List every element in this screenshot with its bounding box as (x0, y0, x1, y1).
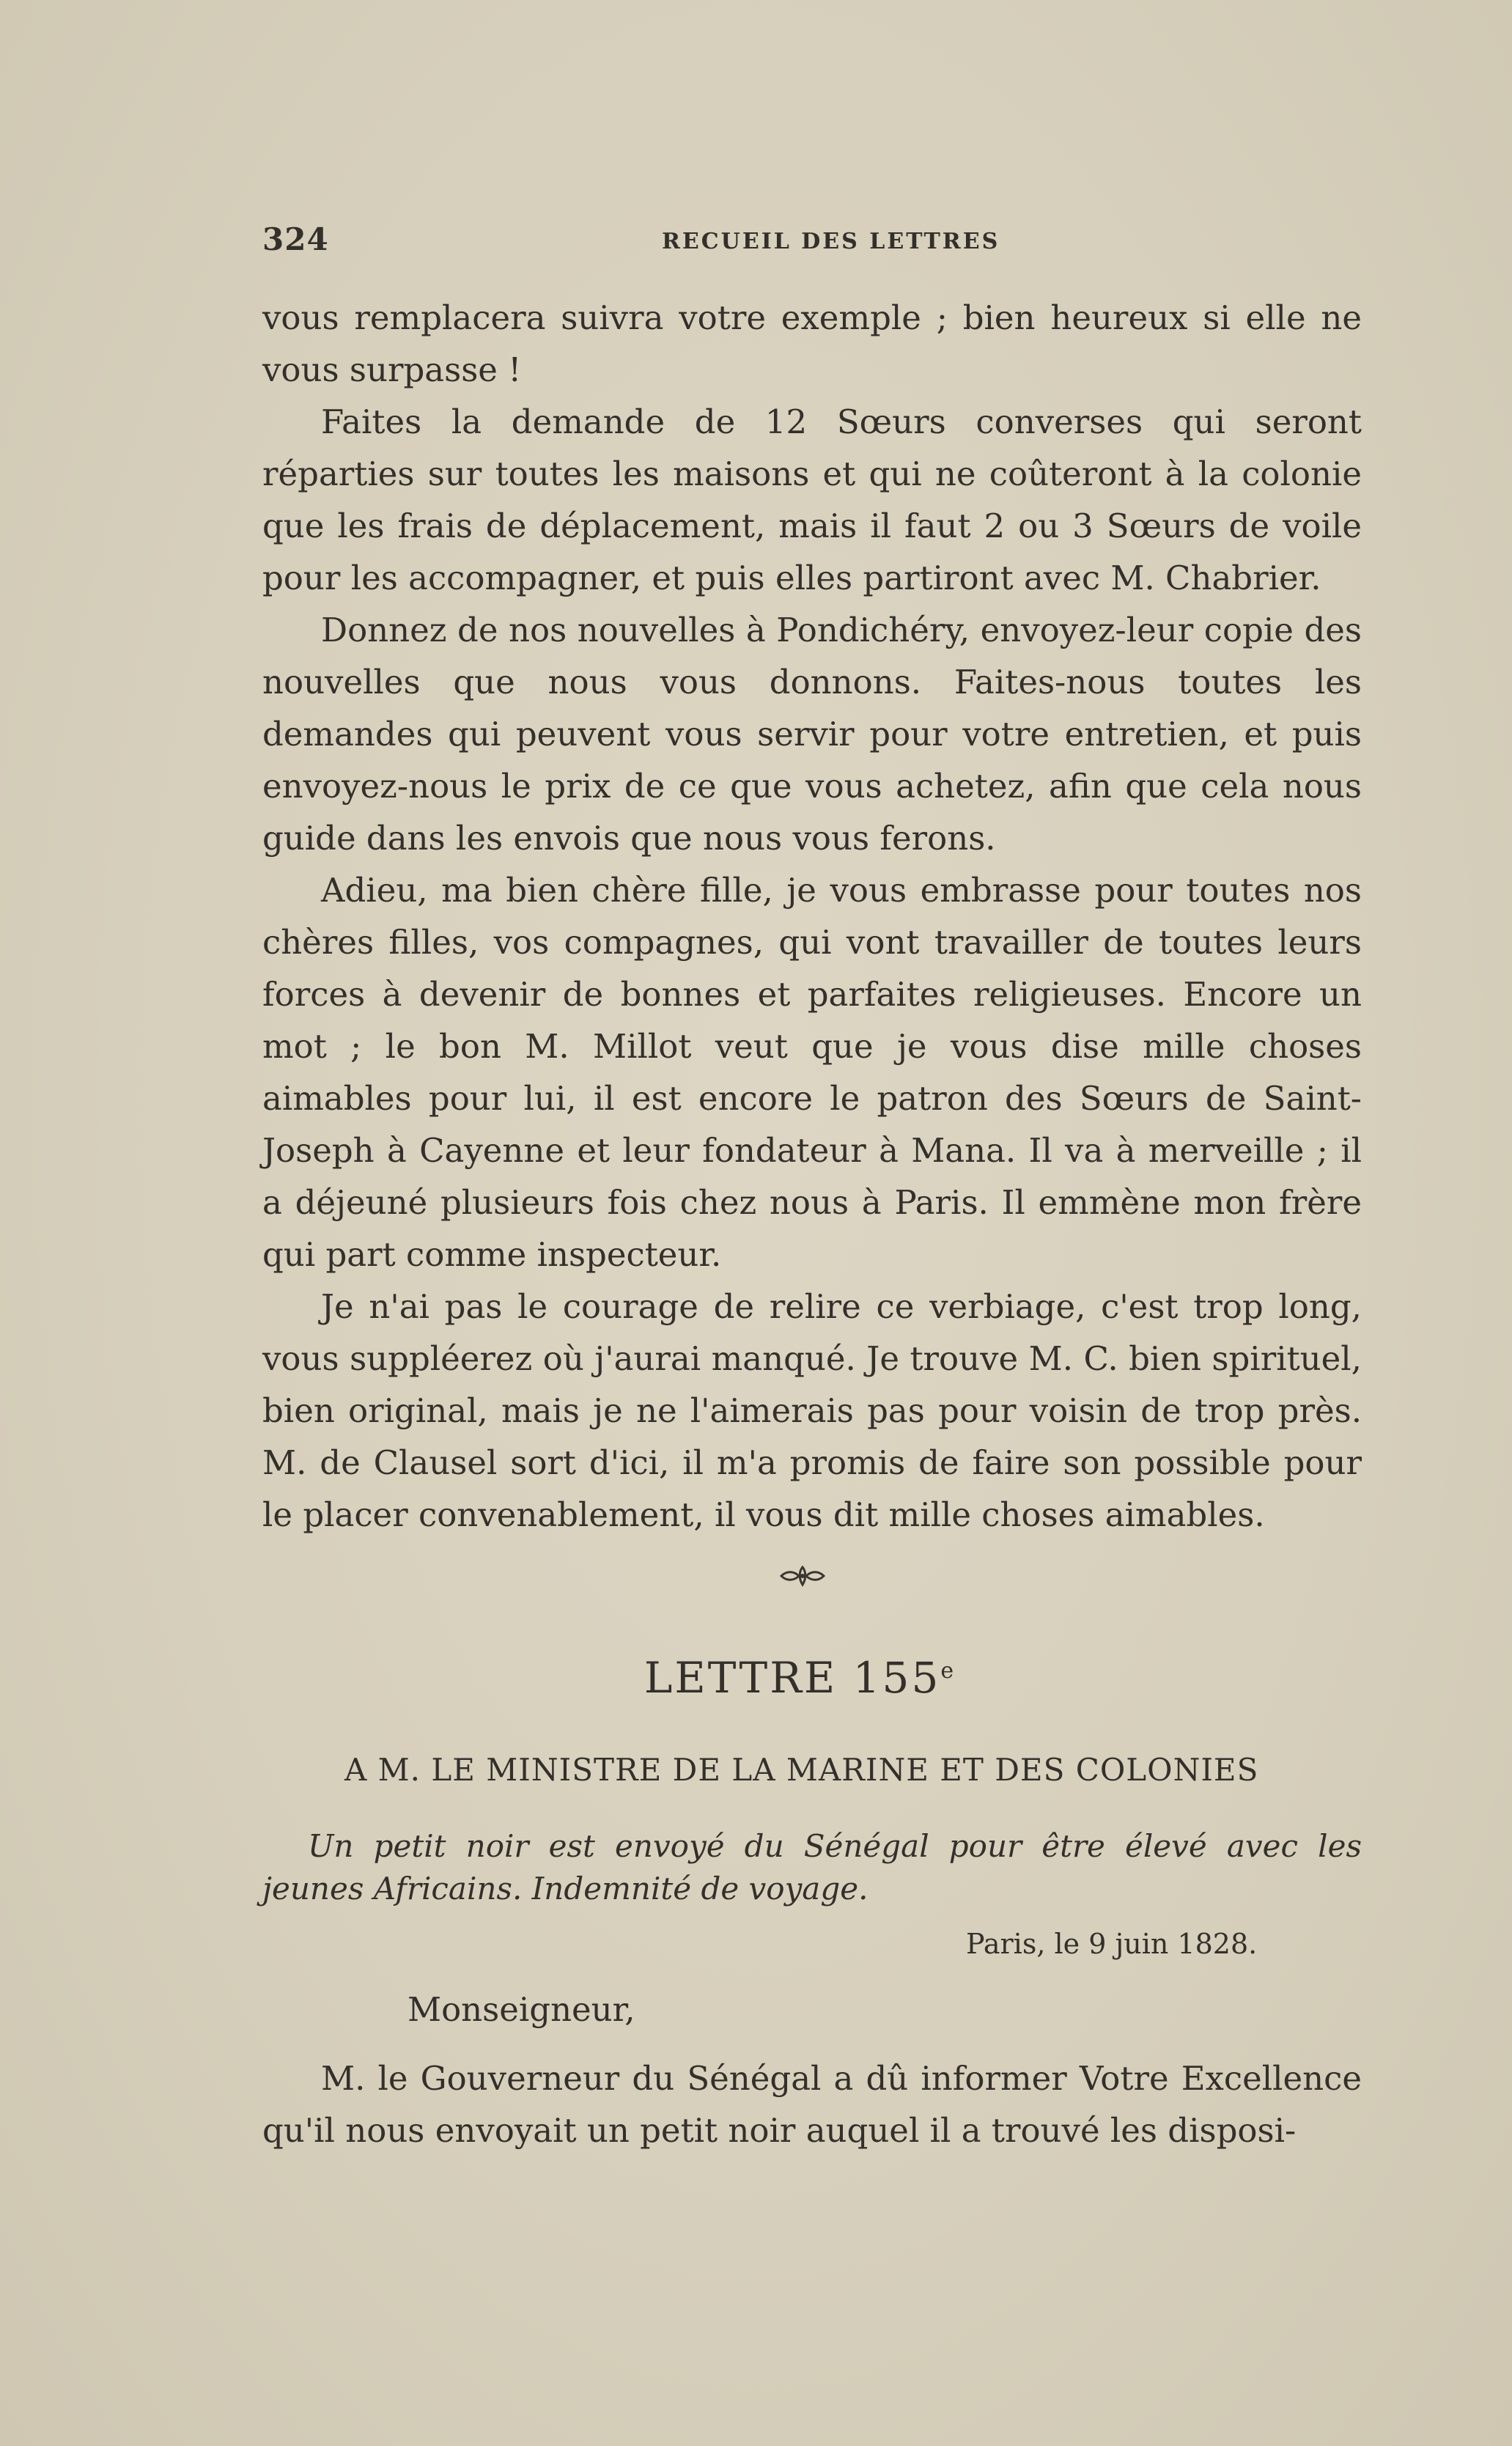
letter-opening-paragraph: M. le Gouverneur du Sénégal a dû informer Votre Excellence qu'il nous envoyait un petit noir auquel il a trouvé les disposi- (262, 2059, 1362, 2150)
paragraph: Je n'ai pas le courage de relire ce verbiage, c'est trop long, vous suppléerez où j'aurai manqué. Je trouve M. C. bien spirituel, bien original, mais je ne l'aimerais pas pour voisin de trop près. M. de Clausel sort d'ici, il m'a promis de faire son possible pour le placer convenablement, il vous dit mille choses aimables. (262, 1287, 1362, 1534)
running-title: RECUEIL DES LETTRES (662, 229, 1000, 254)
letter-date: Paris, le 9 juin 1828. (966, 1928, 1258, 1960)
letter-title-suffix: e (940, 1658, 956, 1684)
letter-recipient: A M. LE MINISTRE DE LA MARINE ET DES COLONIES (344, 1752, 1259, 1788)
letter-salutation: Monseigneur, (407, 1990, 635, 2029)
fleuron-icon (777, 1561, 828, 1591)
letter-body-previous (262, 292, 1362, 1541)
page-header (262, 221, 1362, 265)
paragraph: Faites la demande de 12 Sœurs converses qui seront réparties sur toutes les maisons et qui ne coûteront à la colonie que les frais de déplacement, mais il faut 2 ou 3 Sœurs de voile pour les accompagner, et puis elles partiront avec M. Chabrier. (262, 402, 1362, 597)
paragraph: Adieu, ma bien chère fille, je vous embrasse pour toutes nos chères filles, vos compagnes, qui vont travailler de toutes leurs forces à devenir de bonnes et parfaites religieuses. Encore un mot ; le bon M. Millot veut que je vous dise mille choses aimables pour lui, il est encore le patron des Sœurs de Saint-Joseph à Cayenne et leur fondateur à Mana. Il va à merveille ; il a déjeuné plusieurs fois chez nous à Paris. Il emmène mon frère qui part comme inspecteur. (262, 871, 1362, 1274)
letter-title-text: LETTRE 155 (643, 1653, 941, 1703)
paragraph: Donnez de nos nouvelles à Pondichéry, envoyez-leur copie des nouvelles que nous vous donnons. Faites-nous toutes les demandes qui peuvent vous servir pour votre entretien, et puis envoyez-nous le prix de ce que vous achetez, afin que cela nous guide dans les envois que nous vous ferons. (262, 611, 1362, 858)
letter-title (44, 1653, 1512, 1703)
letter-summary: Un petit noir est envoyé du Sénégal pour être élevé avec les jeunes Africains. Indemnité de voyage. (262, 1828, 1362, 1907)
paragraph-continuation: vous remplacera suivra votre exemple ; bien heureux si elle ne vous surpasse ! (262, 298, 1362, 389)
page-number: 324 (262, 221, 329, 257)
